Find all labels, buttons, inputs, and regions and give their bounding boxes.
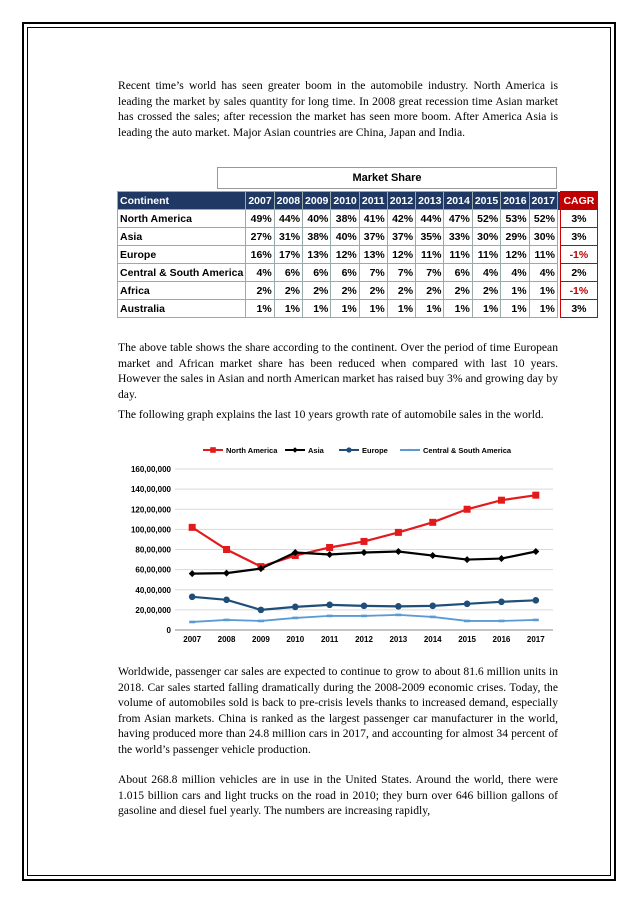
x-tick-label: 2014: [423, 635, 442, 644]
data-point: [327, 615, 333, 618]
row-cagr-value: 3%: [560, 210, 597, 228]
row-share-value: 16%: [246, 246, 274, 264]
row-share-value: 53%: [501, 210, 529, 228]
data-point: [498, 599, 505, 606]
paragraph-graph-intro: The following graph explains the last 10 years growth rate of automobile sales in the world.: [118, 408, 544, 421]
data-point: [361, 603, 368, 610]
row-share-value: 2%: [359, 282, 387, 300]
row-share-value: 31%: [274, 228, 302, 246]
row-share-value: 1%: [359, 300, 387, 318]
row-continent-name: Africa: [118, 282, 246, 300]
row-share-value: 1%: [472, 300, 500, 318]
data-point: [464, 601, 471, 608]
y-tick-label: 40,00,000: [135, 585, 171, 595]
legend-label: Asia: [308, 446, 324, 455]
row-share-value: 6%: [331, 264, 359, 282]
row-share-value: 52%: [529, 210, 557, 228]
row-share-value: 1%: [529, 282, 557, 300]
row-share-value: 2%: [303, 282, 331, 300]
row-share-value: 13%: [359, 246, 387, 264]
row-share-value: 7%: [387, 264, 415, 282]
row-share-value: 12%: [501, 246, 529, 264]
row-share-value: 40%: [303, 210, 331, 228]
x-tick-label: 2007: [183, 635, 202, 644]
row-share-value: 42%: [387, 210, 415, 228]
x-tick-label: 2013: [389, 635, 408, 644]
data-point: [223, 597, 230, 604]
table-row: [118, 246, 598, 264]
row-share-value: 2%: [331, 282, 359, 300]
y-tick-label: 140,00,000: [130, 485, 171, 495]
header-year: 2017: [529, 192, 557, 210]
row-share-value: 35%: [416, 228, 444, 246]
row-share-value: 1%: [387, 300, 415, 318]
row-continent-name: Asia: [118, 228, 246, 246]
header-year: 2007: [246, 192, 274, 210]
row-share-value: 7%: [416, 264, 444, 282]
data-point: [430, 616, 436, 619]
row-share-value: 44%: [274, 210, 302, 228]
x-tick-label: 2015: [458, 635, 476, 644]
y-tick-label: 160,00,000: [130, 465, 171, 474]
y-tick-label: 0: [166, 626, 171, 635]
data-point: [189, 593, 196, 600]
row-share-value: 1%: [303, 300, 331, 318]
legend-label: Central & South America: [423, 446, 512, 455]
row-continent-name: Central & South America: [118, 264, 246, 282]
table-row: [118, 300, 598, 318]
row-share-value: 1%: [529, 300, 557, 318]
row-cagr-value: 3%: [560, 300, 597, 318]
row-share-value: 2%: [444, 282, 472, 300]
row-share-value: 4%: [472, 264, 500, 282]
row-share-value: 11%: [472, 246, 500, 264]
table-row: [118, 282, 598, 300]
header-year: 2008: [274, 192, 302, 210]
row-continent-name: Australia: [118, 300, 246, 318]
data-point: [464, 506, 471, 513]
row-share-value: 4%: [529, 264, 557, 282]
row-share-value: 2%: [416, 282, 444, 300]
data-point: [326, 551, 333, 558]
header-year: 2009: [303, 192, 331, 210]
x-tick-label: 2016: [492, 635, 511, 644]
data-point: [224, 619, 230, 622]
row-share-value: 1%: [501, 282, 529, 300]
row-share-value: 2%: [246, 282, 274, 300]
row-share-value: 6%: [303, 264, 331, 282]
legend-label: North America: [226, 446, 278, 455]
row-continent-name: Europe: [118, 246, 246, 264]
data-point: [189, 570, 196, 577]
x-tick-label: 2010: [286, 635, 305, 644]
data-point: [429, 552, 436, 559]
legend-marker: [210, 447, 216, 453]
data-point: [533, 597, 540, 604]
data-point: [429, 519, 436, 526]
y-tick-label: 20,00,000: [135, 605, 171, 615]
row-share-value: 13%: [303, 246, 331, 264]
header-year: 2011: [359, 192, 387, 210]
row-continent-name: North America: [118, 210, 246, 228]
row-share-value: 49%: [246, 210, 274, 228]
data-point: [189, 621, 195, 624]
header-cagr: CAGR: [560, 192, 597, 210]
data-point: [498, 497, 505, 504]
data-point: [223, 570, 230, 577]
data-point: [395, 614, 401, 617]
row-share-value: 4%: [501, 264, 529, 282]
row-share-value: 37%: [359, 228, 387, 246]
row-share-value: 52%: [472, 210, 500, 228]
row-share-value: 44%: [416, 210, 444, 228]
data-point: [395, 529, 402, 536]
x-tick-label: 2009: [252, 635, 270, 644]
data-point: [361, 549, 368, 556]
paragraph-table-summary: The above table shows the share according to the continent. Over the period of time European market and African market share has been reduced when compared with last 10 years. However the sales in Asian and north American market has raised buy 3% and growing day by day.: [118, 341, 558, 401]
data-point: [292, 617, 298, 620]
data-point: [361, 615, 367, 618]
sales-growth-chart: [117, 441, 561, 656]
row-share-value: 27%: [246, 228, 274, 246]
paragraph-vehicles-in-use: About 268.8 million vehicles are in use in the United States. Around the world, there were 1.015 billion cars and light trucks on the road in 2010; they burn over 646 billion gallons of gasoline and diesel fuel yearly. The numbers are increasing rapidly,: [118, 773, 558, 818]
data-point: [429, 603, 436, 610]
row-share-value: 38%: [303, 228, 331, 246]
data-point: [532, 492, 539, 499]
row-share-value: 11%: [529, 246, 557, 264]
data-point: [361, 538, 368, 545]
data-point: [292, 604, 299, 611]
data-point: [395, 603, 402, 610]
data-point: [326, 602, 333, 609]
row-share-value: 17%: [274, 246, 302, 264]
table-row: [118, 210, 598, 228]
row-share-value: 4%: [246, 264, 274, 282]
header-year: 2012: [387, 192, 415, 210]
data-point: [464, 620, 470, 623]
header-year: 2016: [501, 192, 529, 210]
table-row: [118, 228, 598, 246]
x-tick-label: 2008: [217, 635, 236, 644]
data-point: [498, 555, 505, 562]
row-share-value: 38%: [331, 210, 359, 228]
y-tick-label: 120,00,000: [130, 505, 171, 515]
data-point: [533, 619, 539, 622]
row-share-value: 11%: [416, 246, 444, 264]
legend-marker: [292, 447, 298, 453]
table-row: [118, 264, 598, 282]
row-share-value: 2%: [274, 282, 302, 300]
row-share-value: 29%: [501, 228, 529, 246]
x-tick-label: 2012: [355, 635, 373, 644]
row-share-value: 30%: [529, 228, 557, 246]
row-share-value: 40%: [331, 228, 359, 246]
data-point: [258, 620, 264, 623]
data-point: [464, 556, 471, 563]
table-header-row: [118, 192, 598, 210]
data-point: [258, 607, 265, 614]
row-share-value: 11%: [444, 246, 472, 264]
row-cagr-value: 2%: [560, 264, 597, 282]
header-continent: Continent: [118, 192, 246, 210]
row-share-value: 1%: [274, 300, 302, 318]
row-share-value: 1%: [444, 300, 472, 318]
row-share-value: 12%: [387, 246, 415, 264]
paragraph-intro: Recent time’s world has seen greater boom in the automobile industry. North America is leading the market by sales quantity for long time. In 2008 great recession time Asian market has crossed the sales; after recession the market has seen more boom. After America Asia is leading the auto market. Major Asian countries are China, Japan and India.: [118, 79, 558, 139]
y-tick-label: 60,00,000: [135, 565, 171, 575]
row-share-value: 33%: [444, 228, 472, 246]
data-point: [326, 544, 333, 551]
row-cagr-value: 3%: [560, 228, 597, 246]
row-share-value: 2%: [387, 282, 415, 300]
x-tick-label: 2017: [526, 635, 545, 644]
header-year: 2015: [472, 192, 500, 210]
data-point: [498, 620, 504, 623]
row-share-value: 6%: [274, 264, 302, 282]
row-cagr-value: -1%: [560, 246, 597, 264]
header-year: 2014: [444, 192, 472, 210]
row-share-value: 1%: [331, 300, 359, 318]
data-point: [189, 524, 196, 531]
x-tick-label: 2011: [320, 635, 339, 644]
y-tick-label: 80,00,000: [135, 545, 171, 555]
header-year: 2013: [416, 192, 444, 210]
paragraph-worldwide-sales: Worldwide, passenger car sales are expected to continue to grow to about 81.6 million units in 2018. Car sales started falling dramatically during the 2008-2009 economic crises. Today, the volume of automobiles sold is back to pre-crisis levels thanks to increased demand, especially from Asian markets. China is ranked as the largest passenger car manufacturer in the world, having produced more than 24.8 million cars in 2017, and accounting for almost 34 percent of the world’s passenger vehicle production.: [118, 665, 558, 756]
y-tick-label: 100,00,000: [130, 525, 171, 535]
row-share-value: 2%: [472, 282, 500, 300]
header-year: 2010: [331, 192, 359, 210]
legend-marker: [346, 447, 351, 452]
row-share-value: 1%: [501, 300, 529, 318]
market-share-title: Market Share: [217, 167, 557, 189]
row-cagr-value: -1%: [560, 282, 597, 300]
row-share-value: 7%: [359, 264, 387, 282]
row-share-value: 12%: [331, 246, 359, 264]
legend-label: Europe: [362, 446, 388, 455]
row-share-value: 1%: [246, 300, 274, 318]
data-point: [223, 546, 230, 553]
row-share-value: 30%: [472, 228, 500, 246]
row-share-value: 6%: [444, 264, 472, 282]
row-share-value: 41%: [359, 210, 387, 228]
row-share-value: 37%: [387, 228, 415, 246]
row-share-value: 47%: [444, 210, 472, 228]
row-share-value: 1%: [416, 300, 444, 318]
market-share-table: [117, 191, 598, 318]
legend-marker: [408, 449, 413, 451]
sales-line-chart: [117, 441, 561, 656]
